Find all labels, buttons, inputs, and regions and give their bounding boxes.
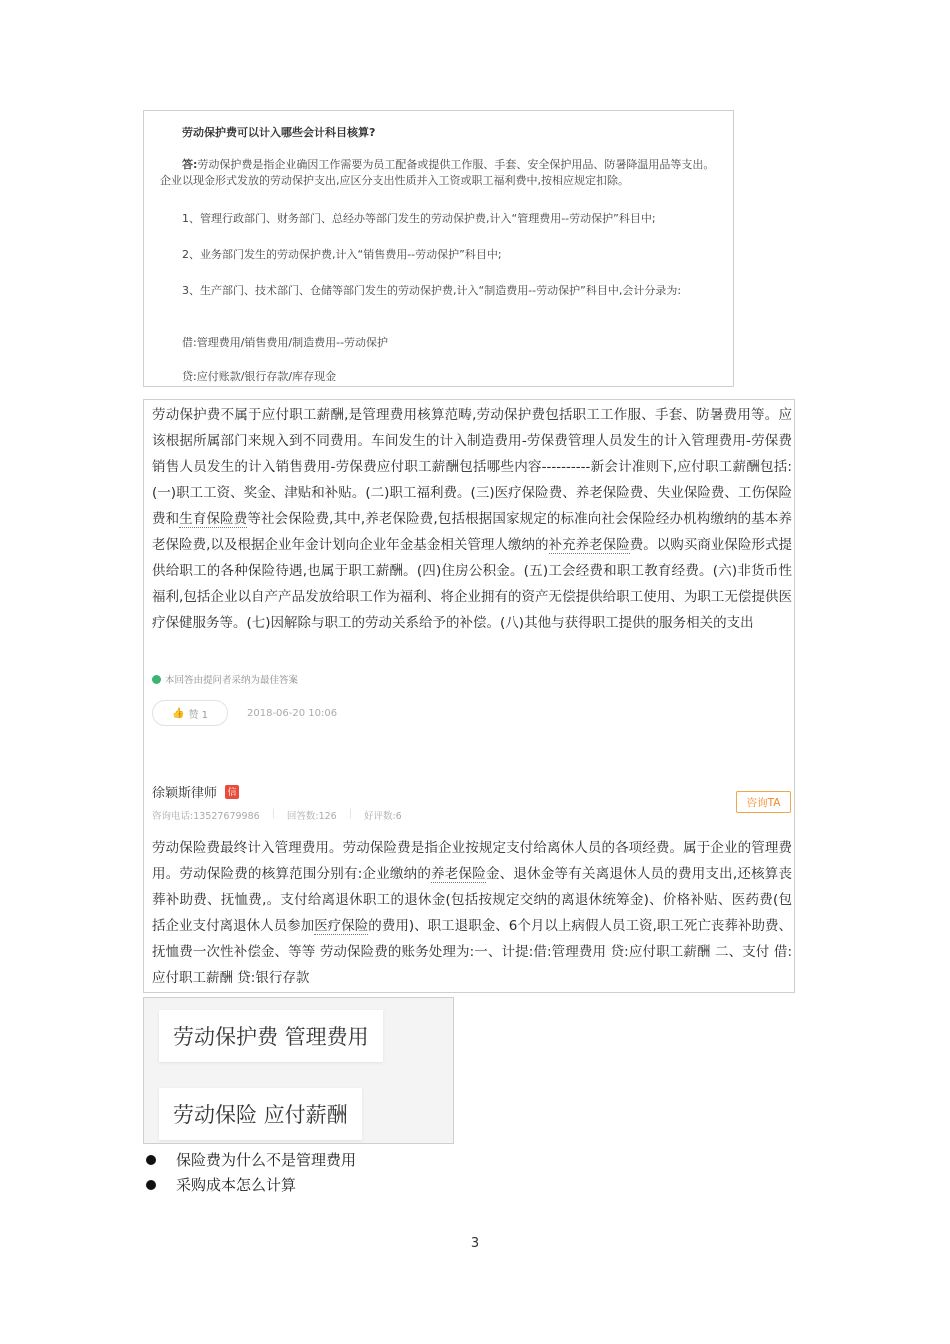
adopted-note: 本回答由提问者采纳为最佳答案 bbox=[152, 672, 298, 686]
verified-badge: 信 bbox=[225, 785, 239, 799]
qa-debit: 借:管理费用/销售费用/制造费用--劳动保护 bbox=[182, 336, 389, 349]
answer-text: 劳动保护费是指企业确因工作需要为员工配备或提供工作服、手套、安全保护用品、防暑降温用品等支出。企业以现金形式发放的劳动保护支出,应区分支出性质并入工资或职工福利费中,按相应规定扣除。 bbox=[160, 158, 715, 187]
qa-item-2: 2、业务部门发生的劳动保护费,计入“销售费用--劳动保护”科目中; bbox=[182, 248, 502, 261]
bullet-list bbox=[143, 1147, 356, 1197]
qa-screenshot bbox=[143, 110, 734, 387]
tag-labor-insurance[interactable]: 劳动保险 应付薪酬 bbox=[159, 1088, 362, 1140]
answer-body-2: 劳动保险费最终计入管理费用。劳动保险费是指企业按规定支付给离休人员的各项经费。属于企业的管理费用。劳动保险费的核算范围分别有:企业缴纳的养老保险金、退休金等有关离退休人员的费用支出,还核算丧葬补助费、抚恤费,。支付给离退休职工的退休金(包括按规定交纳的离退休统筹金)、价格补贴、医药费(包括企业支付离退休人员参加医疗保险的费用)、职工退职金、6个月以上病假人员工资,职工死亡丧葬补助费、抚恤费一次性补偿金、等等 劳动保险费的账务处理为:一、计提:借:管理费用 贷:应付职工薪酬 二、支付 借:应付职工薪酬 贷:银行存款 bbox=[152, 840, 793, 986]
related-tags bbox=[143, 997, 454, 1144]
link-pension-insurance[interactable]: 养老保险 bbox=[431, 866, 486, 882]
qa-item-1: 1、管理行政部门、财务部门、总经办等部门发生的劳动保护费,计入“管理费用--劳动保护”科目中; bbox=[182, 212, 656, 225]
link-maternity-insurance[interactable]: 生育保险费 bbox=[179, 511, 248, 527]
answer-date: 2018-06-20 10:06 bbox=[247, 708, 338, 719]
lawyer-answers: 回答数:126 bbox=[286, 811, 337, 822]
qa-credit: 贷:应付账款/银行存款/库存现金 bbox=[182, 370, 337, 383]
qa-title: 劳动保护费可以计入哪些会计科目核算? bbox=[182, 126, 376, 139]
lawyer-name[interactable]: 徐颖斯律师 bbox=[152, 786, 218, 801]
consult-button[interactable]: 咨询TA bbox=[736, 791, 791, 813]
lawyer-stats: 咨询电话:13527679986 | 回答数:126 | 好评数:6 bbox=[152, 808, 402, 822]
qa-answer bbox=[160, 157, 720, 189]
page-number: 3 bbox=[470, 1236, 480, 1251]
qa-item-3: 3、生产部门、技术部门、仓储等部门发生的劳动保护费,计入“制造费用--劳动保护”科目中,会计分录为: bbox=[182, 284, 682, 297]
lawyer-rating: 好评数:6 bbox=[363, 811, 402, 822]
lawyer-header bbox=[152, 782, 239, 801]
list-item: 采购成本怎么计算 bbox=[143, 1172, 356, 1197]
bullet-icon bbox=[146, 1180, 156, 1190]
answer-body-1: 劳动保护费不属于应付职工薪酬,是管理费用核算范畴,劳动保护费包括职工工作服、手套、防暑费用等。应该根据所属部门来规入到不同费用。车间发生的计入制造费用-劳保费管理人员发生的计入管理费用-劳保费销售人员发生的计入销售费用-劳保费应付职工薪酬包括哪些内容----------新会计准则下,应付职工薪酬包括:(一)职工工资、奖金、津贴和补贴。(二)职工福利费。(三)医疗保险费、养老保险费、失业保险费、工伤保险费和生育保险费等社会保险费,其中,养老保险费,包括根据国家规定的标准向社会保险经办机构缴纳的基本养老保险费,以及根据企业年金计划向企业年金基金相关管理人缴纳的补充养老保险费。以购买商业保险形式提供给职工的各种保险待遇,也属于职工薪酬。(四)住房公积金。(五)工会经费和职工教育经费。(六)非货币性福利,包括企业以自产产品发放给职工作为福利、将企业拥有的资产无偿提供给职工使用、为职工无偿提供医疗保健服务等。(七)因解除与职工的劳动关系给予的补偿。(八)其他与获得职工提供的服务相关的支出 bbox=[152, 407, 792, 631]
list-item: 保险费为什么不是管理费用 bbox=[143, 1147, 356, 1172]
thumb-up-icon: 👍 bbox=[172, 707, 185, 719]
check-icon bbox=[152, 675, 161, 684]
tag-labor-protection[interactable]: 劳动保护费 管理费用 bbox=[159, 1010, 383, 1062]
answer-screenshot bbox=[143, 399, 795, 993]
like-button[interactable]: 👍 赞 1 bbox=[152, 700, 228, 726]
link-medical-insurance[interactable]: 医疗保险 bbox=[314, 918, 369, 934]
answer-label: 答: bbox=[182, 158, 198, 171]
lawyer-phone: 咨询电话:13527679986 bbox=[152, 811, 260, 822]
bullet-icon bbox=[146, 1155, 156, 1165]
link-supplementary-pension[interactable]: 补充养老保险 bbox=[548, 537, 630, 553]
